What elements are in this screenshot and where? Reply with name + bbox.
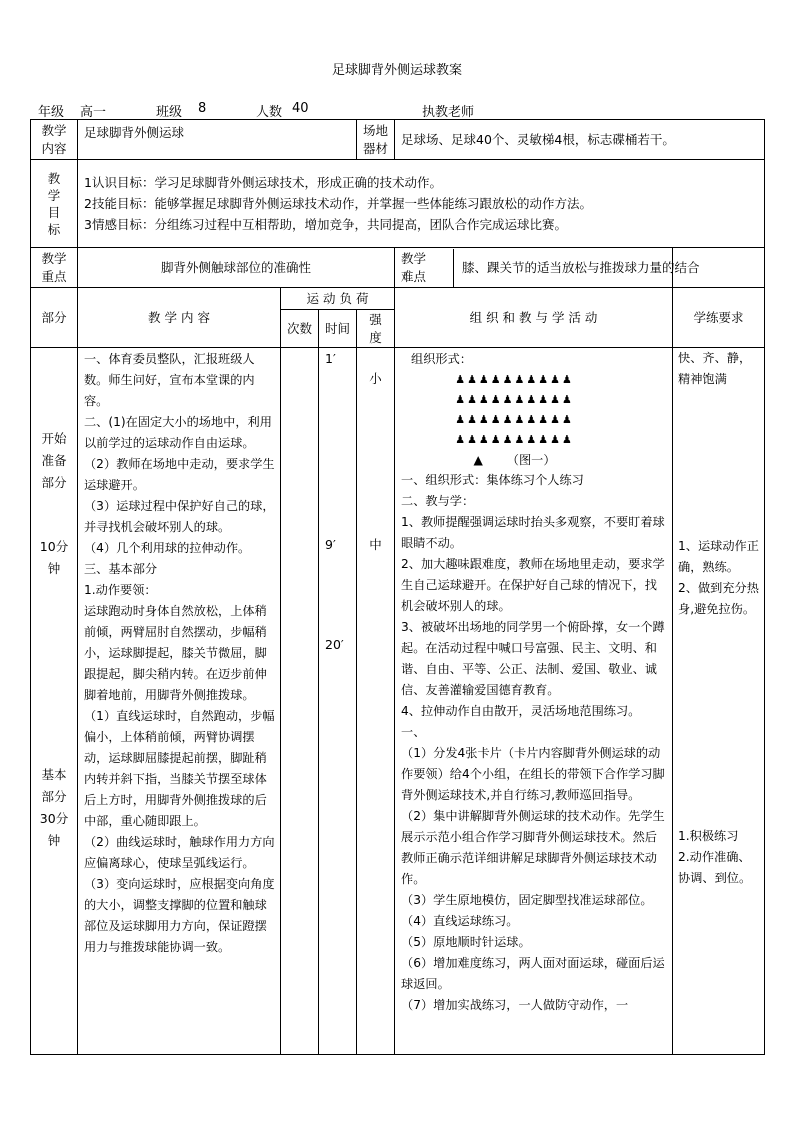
org-item: （5）原地顺时针运球。 — [401, 935, 531, 949]
time-value: 9′ — [325, 537, 336, 552]
req-item: 2.动作准确、协调、到位。 — [678, 850, 752, 885]
content-item: 一、体育委员整队，汇报班级人数。师生问好，宣布本堂课的内容。 — [84, 352, 255, 408]
org-item: （6）增加难度练习，两人面对面运球，碰面后运球返回。 — [401, 956, 665, 991]
content-item: （2）曲线运球时，触球作用力方向应偏离球心，使球呈弧线运行。 — [84, 835, 275, 870]
content-label: 教学 内容 — [31, 120, 78, 160]
times-column — [281, 348, 319, 1055]
org-label: 组织形式： — [411, 352, 472, 366]
part-basic: 基本 部分 30分 钟 — [39, 767, 69, 848]
org-item: 2、加大趣味跟难度，教师在场地里走动，要求学生自己运球避开。在保护好自己球的情况下，找机会破坏别人的球。 — [401, 557, 665, 613]
req-item: 1、运球动作正确，熟练。 — [678, 539, 759, 574]
req-item: 快、齐、静，精神饱满 — [678, 351, 752, 386]
teacher-row — [401, 450, 628, 470]
lesson-plan-table — [30, 119, 765, 1055]
figure-caption: （图一） — [506, 453, 556, 467]
difficulty-value: 膝、踝关节的适当放松与推拨球力量的结合 — [462, 260, 700, 275]
count-label: 人数 — [256, 105, 283, 120]
grade-label: 年级 — [38, 105, 65, 120]
header-req: 学练要求 — [673, 288, 765, 348]
header-times: 次数 — [281, 310, 319, 348]
intensity-column — [357, 348, 395, 1055]
header-time: 时间 — [319, 310, 357, 348]
content-value: 足球脚背外侧运球 — [78, 120, 357, 160]
org-item: 二、教与学： — [401, 494, 475, 508]
difficulty-label: 教学 难点 — [395, 249, 454, 287]
org-item: （2）集中讲解脚背外侧运球的技术动作。先学生展示示范小组合作学习脚背外侧运球技术。然后教师正确示范详细讲解足球脚背外侧运球技术动作。 — [401, 809, 665, 886]
teacher-label: 执教老师 — [422, 105, 475, 120]
header-part: 部分 — [31, 288, 78, 348]
venue-label: 场地 器材 — [357, 120, 395, 160]
objectives-list — [78, 160, 765, 248]
org-item: 一、组织形式：集体练习个人练习 — [401, 473, 584, 487]
content-column — [78, 348, 281, 1055]
difficulty-inner — [395, 249, 700, 287]
objectives-label: 教 学 目 标 — [31, 160, 78, 248]
header-org: 组 织 和 教 与 学 活 动 — [395, 288, 673, 348]
time-value: 20′ — [325, 637, 344, 652]
org-item: 3、被破坏出场地的同学男一个俯卧撑，女一个蹲起。在活动过程中喊口号富强、民主、文明、和谐、自由、平等、公正、法制、爱国、敬业、诚信、友善灌输爱国德育教育。 — [401, 620, 665, 697]
intensity-value: 小 — [369, 371, 382, 386]
req-column — [673, 348, 765, 1055]
content-item: （4）几个利用球的拉伸动作。 — [84, 541, 251, 555]
difficulty-cell — [395, 248, 700, 288]
formation-diagram — [401, 370, 668, 470]
req-item: 2、做到充分热身,避免拉伤。 — [678, 581, 759, 616]
header-content: 教 学 内 容 — [78, 288, 281, 348]
intensity-value: 中 — [369, 537, 382, 552]
objective-item: 2技能目标：能够掌握足球脚背外侧运球技术动作，并掌握一些体能练习跟放松的动作方法。 — [84, 196, 592, 211]
org-item: 一、 — [401, 725, 426, 739]
class-label: 班级 — [156, 105, 183, 120]
content-item: （3）变向运球时，应根据变向角度的大小，调整支撑脚的位置和触球部位及运球脚用力方向，保证蹬摆用力与推拨球能协调一致。 — [84, 877, 275, 954]
people-row: ♟♟♟♟♟♟♟♟♟♟ — [455, 393, 574, 406]
people-row: ♟♟♟♟♟♟♟♟♟♟ — [455, 433, 574, 446]
grade-value: 高一 — [80, 105, 107, 120]
class-value: 8 — [198, 101, 207, 116]
header-load: 运 动 负 荷 — [281, 288, 395, 310]
org-item: （7）增加实战练习，一人做防守动作，一 — [401, 998, 629, 1012]
req-item: 1.积极练习 — [678, 829, 739, 843]
part-column — [31, 348, 78, 1055]
content-item: 三、基本部分 — [84, 562, 158, 576]
time-value: 1′ — [325, 351, 336, 366]
document-title: 足球脚背外侧运球教案 — [331, 63, 462, 78]
time-column — [319, 348, 357, 1055]
org-item: （4）直线运球练习。 — [401, 914, 519, 928]
content-item: （3）运球过程中保护好自己的球，并寻找机会破坏别人的球。 — [84, 499, 275, 534]
content-item: （2）教师在场地中走动，要求学生运球避开。 — [84, 457, 275, 492]
content-item: （1）直线运球时，自然跑动，步幅偏小，上体稍前倾，两臂协调摆动，运球脚屈膝提起前摆，脚趾稍内转并斜下指，当膝关节摆至球体后上方时，用脚背外侧推拨球的后中部，重心随即跟上。 — [84, 709, 275, 828]
content-item: 二、(1)在固定大小的场地中，利用以前学过的运球动作自由运球。 — [84, 415, 272, 450]
part-start-time: 10分 钟 — [39, 539, 69, 576]
objective-item: 1认识目标：学习足球脚背外侧运球技术，形成正确的技术动作。 — [84, 175, 442, 190]
count-value: 40 — [292, 101, 309, 116]
teacher-marker-icon: ▲ — [473, 453, 483, 467]
content-item: 1.动作要领： — [84, 583, 157, 597]
part-start: 开始 准备 部分 — [41, 431, 67, 490]
people-row: ♟♟♟♟♟♟♟♟♟♟ — [455, 413, 574, 426]
org-item: （3）学生原地模仿，固定脚型找准运球部位。 — [401, 893, 653, 907]
key-point-value: 脚背外侧触球部位的准确性 — [78, 248, 395, 288]
people-row: ♟♟♟♟♟♟♟♟♟♟ — [455, 373, 574, 386]
content-item: 运球跑动时身体自然放松，上体稍前倾，两臂屈肘自然摆动，步幅稍小，运球脚提起，膝关节微屈，脚跟提起，脚尖稍内转。在迈步前伸脚着地前，用脚背外侧推拨球。 — [84, 604, 267, 702]
key-point-label: 教学 重点 — [31, 248, 78, 288]
org-item: （1）分发4张卡片（卡片内容脚背外侧运球的动作要领）给4个小组，在组长的带领下合作学习脚背外侧运球技术,并自行练习,教师巡回指导。 — [401, 746, 665, 802]
venue-value: 足球场、足球40个、灵敏梯4根，标志碟桶若干。 — [395, 120, 765, 160]
org-item: 1、教师提醒强调运球时抬头多观察，不要盯着球眼睛不动。 — [401, 515, 665, 550]
org-item: 4、拉伸动作自由散开，灵活场地范围练习。 — [401, 704, 641, 718]
org-column — [395, 348, 673, 1055]
objective-item: 3情感目标：分组练习过程中互相帮助，增加竞争，共同提高，团队合作完成运球比赛。 — [84, 217, 567, 232]
header-intensity: 强 度 — [357, 310, 395, 348]
